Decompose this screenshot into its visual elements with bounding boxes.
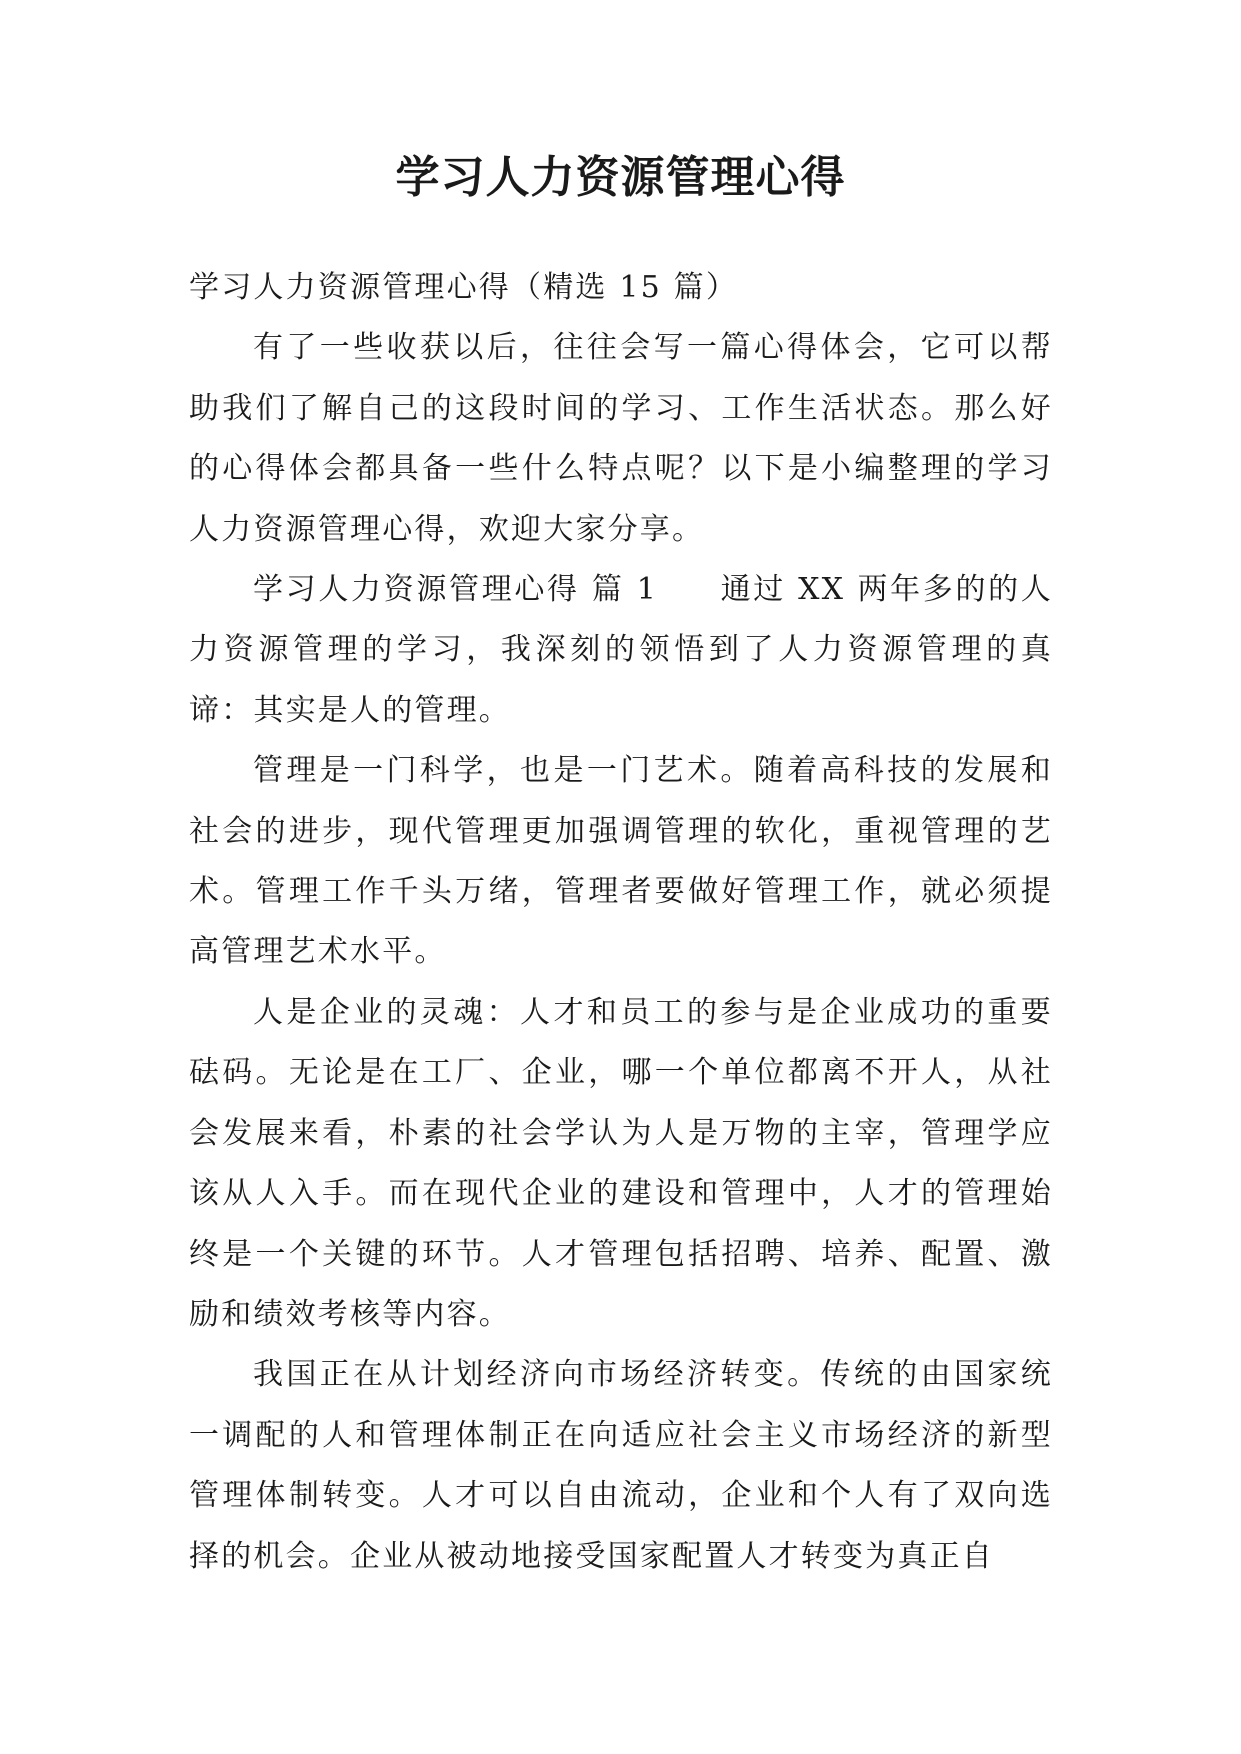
section1-first-text: 通过 XX 两年多的的人力资源管理的学习，我深刻的领悟到了人力资源管理的真谛：其实是人的管理。 — [189, 572, 1053, 728]
body-paragraph: 管理是一门科学，也是一门艺术。随着高科技的发展和社会的进步，现代管理更加强调管理的软化，重视管理的艺术。管理工作千头万绪，管理者要做好管理工作，就必须提高管理艺术水平。 — [189, 753, 1053, 970]
section1-heading: 学习人力资源管理心得 篇 1 — [253, 572, 659, 608]
document-subtitle: 学习人力资源管理心得（精选 15 篇） — [189, 270, 739, 305]
body-paragraph: 我国正在从计划经济向市场经济转变。传统的由国家统一调配的人和管理体制正在向适应社会主义市场经济的新型管理体制转变。人才可以自由流动，企业和个人有了双向选择的机会。企业从被动地接受国家配置人才转变为真正自 — [189, 1357, 1053, 1574]
intro-paragraph: 有了一些收获以后，往往会写一篇心得体会，它可以帮助我们了解自己的这段时间的学习、工作生活状态。那么好的心得体会都具备一些什么特点呢？以下是小编整理的学习人力资源管理心得，欢迎大家分享。 — [189, 330, 1053, 547]
body-paragraph: 人是企业的灵魂：人才和员工的参与是企业成功的重要砝码。无论是在工厂、企业，哪一个单位都离不开人，从社会发展来看，朴素的社会学认为人是万物的主宰，管理学应该从人入手。而在现代企业的建设和管理中，人才的管理始终是一个关键的环节。人才管理包括招聘、培养、配置、激励和绩效考核等内容。 — [189, 994, 1053, 1332]
document-title: 学习人力资源管理心得 — [395, 152, 846, 203]
section1-paragraph — [189, 560, 1053, 741]
document-body — [189, 258, 1053, 1587]
